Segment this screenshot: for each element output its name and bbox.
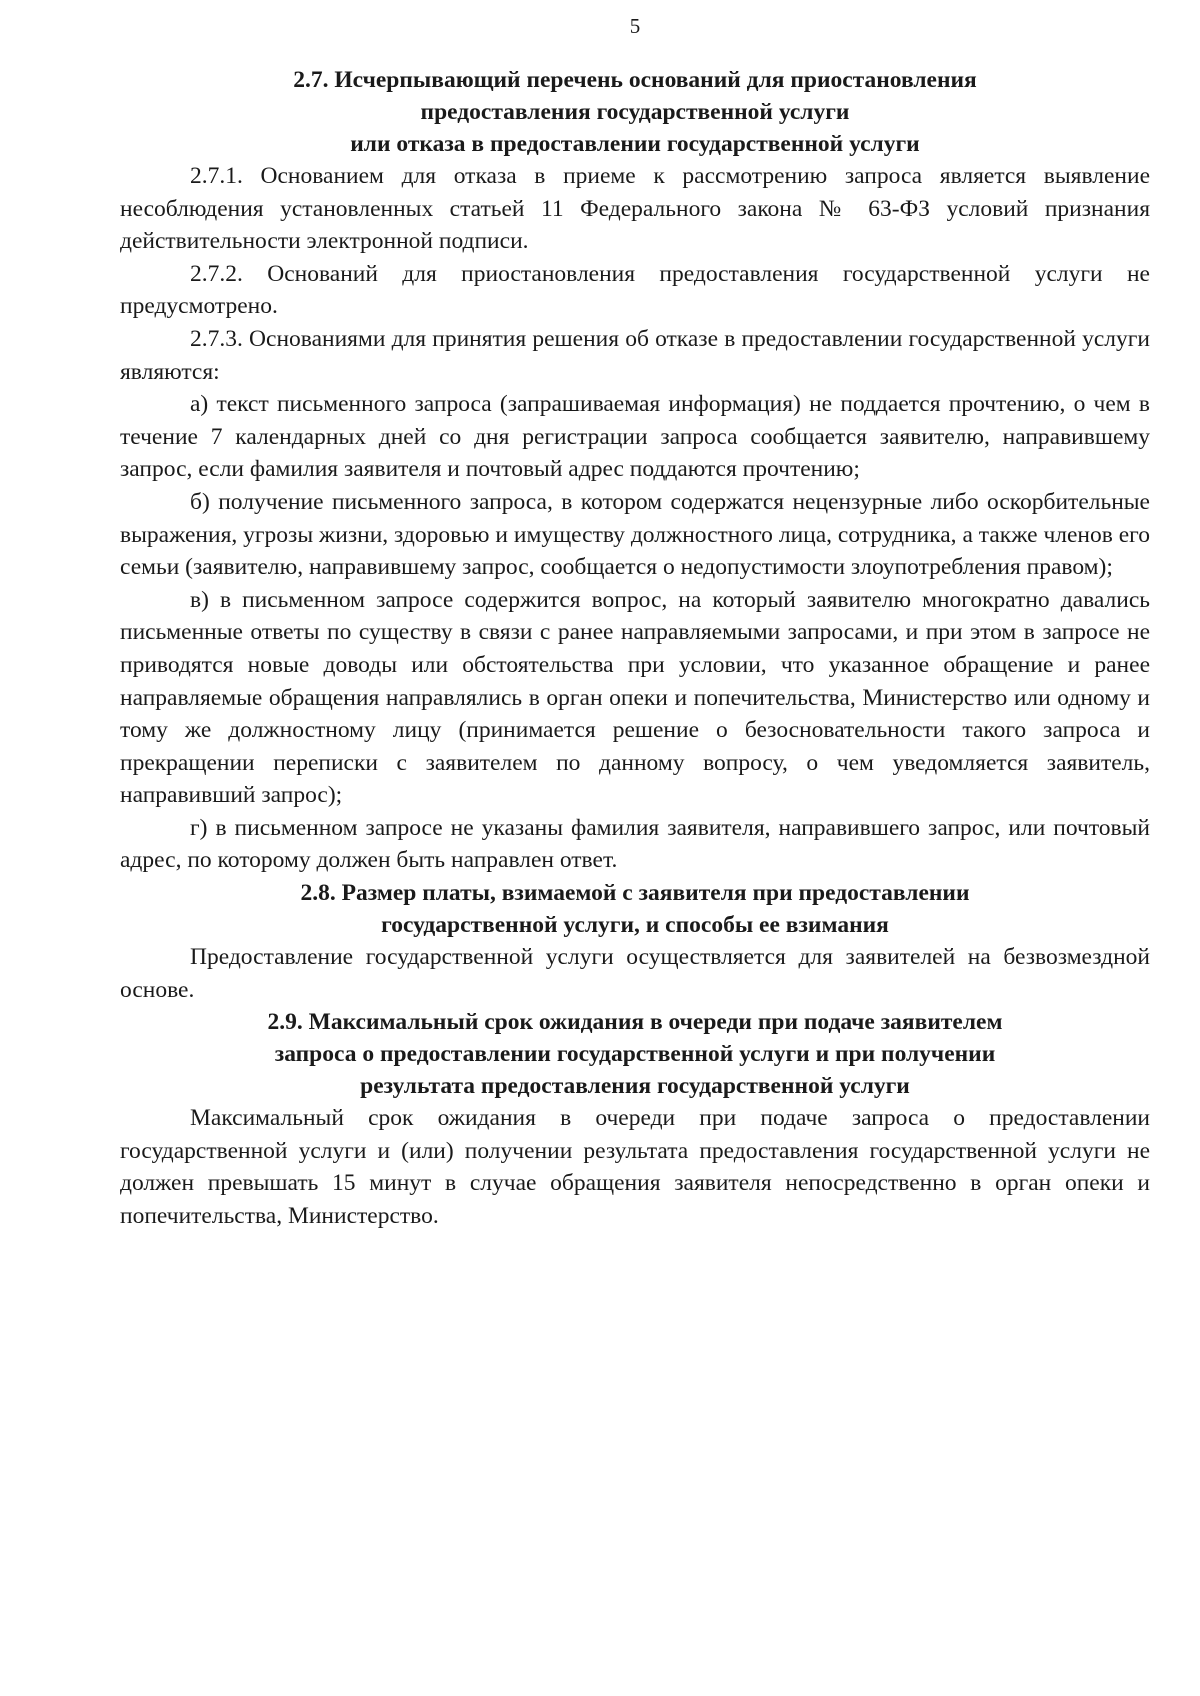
section-heading-2-9 bbox=[120, 1006, 1150, 1102]
paragraph-2-7-1: 2.7.1. Основанием для отказа в приеме к рассмотрению запроса является выявление несоблюдения установленных статьей 11 Федерального закона № 63-ФЗ условий признания действительности электронной подписи. bbox=[120, 163, 1150, 255]
list-item-g: г) в письменном запросе не указаны фамилия заявителя, направившего запрос, или почтовый адрес, по которому должен быть направлен ответ. bbox=[120, 814, 1150, 874]
section-heading-2-7 bbox=[120, 64, 1150, 160]
heading-line: 2.7. Исчерпывающий перечень оснований для приостановления bbox=[293, 67, 977, 93]
list-item-a: а) текст письменного запроса (запрашиваемая информация) не поддается прочтению, о чем в течение 7 календарных дней со дня регистрации запроса сообщается заявителю, направившему запрос, если фамилия заявителя и почтовый адрес поддаются прочтению; bbox=[120, 391, 1150, 483]
heading-line: государственной услуги, и способы ее взимания bbox=[381, 912, 889, 939]
heading-line: запроса о предоставлении государственной услуги и при получении bbox=[274, 1041, 996, 1068]
list-item-b: б) получение письменного запроса, в котором содержатся нецензурные либо оскорбительные выражения, угрозы жизни, здоровью и имуществу должностного лица, сотрудника, а также членов его семьи (заявителю, направившему запрос, сообщается о недопустимости злоупотребления правом); bbox=[120, 488, 1150, 581]
paragraph-2-9: Максимальный срок ожидания в очереди при подаче запроса о предоставлении государственной услуги и (или) получении результата предоставления государственной услуги не должен превышать 15 минут в случае обращения заявителя непосредственно в орган опеки и попечительства, Министерство. bbox=[120, 1105, 1150, 1230]
list-item-v: в) в письменном запросе содержится вопрос, на который заявителю многократно давались письменные ответы по существу в связи с ранее направляемыми запросами, и при этом в запросе не приводятся новые доводы или обстоятельства при условии, что указанное обращение и ранее направляемые обращения направлялись в орган опеки и попечительства, Министерство или одному и тому же должностному лицу (принимается решение о безосновательности такого запроса и прекращении переписки с заявителем по данному вопросу, о чем уведомляется заявитель, направивший запрос); bbox=[120, 586, 1150, 809]
heading-line: или отказа в предоставлении государственной услуги bbox=[350, 131, 920, 157]
heading-line: 2.8. Размер платы, взимаемой с заявителя при предоставлении bbox=[300, 880, 970, 907]
paragraph-2-7-3: 2.7.3. Основаниями для принятия решения об отказе в предоставлении государственной услуги являются: bbox=[120, 325, 1150, 385]
paragraph-2-8: Предоставление государственной услуги осуществляется для заявителей на безвозмездной основе. bbox=[120, 944, 1150, 1003]
heading-line: результата предоставления государственной услуги bbox=[360, 1073, 910, 1100]
page-number: 5 bbox=[629, 14, 641, 38]
paragraph-2-7-2: 2.7.2. Оснований для приостановления предоставления государственной услуги не предусмотрено. bbox=[120, 260, 1150, 320]
section-heading-2-8 bbox=[120, 877, 1150, 941]
heading-line: 2.9. Максимальный срок ожидания в очереди при подаче заявителем bbox=[267, 1009, 1003, 1036]
document-body bbox=[120, 64, 1150, 1233]
heading-line: предоставления государственной услуги bbox=[420, 99, 850, 125]
